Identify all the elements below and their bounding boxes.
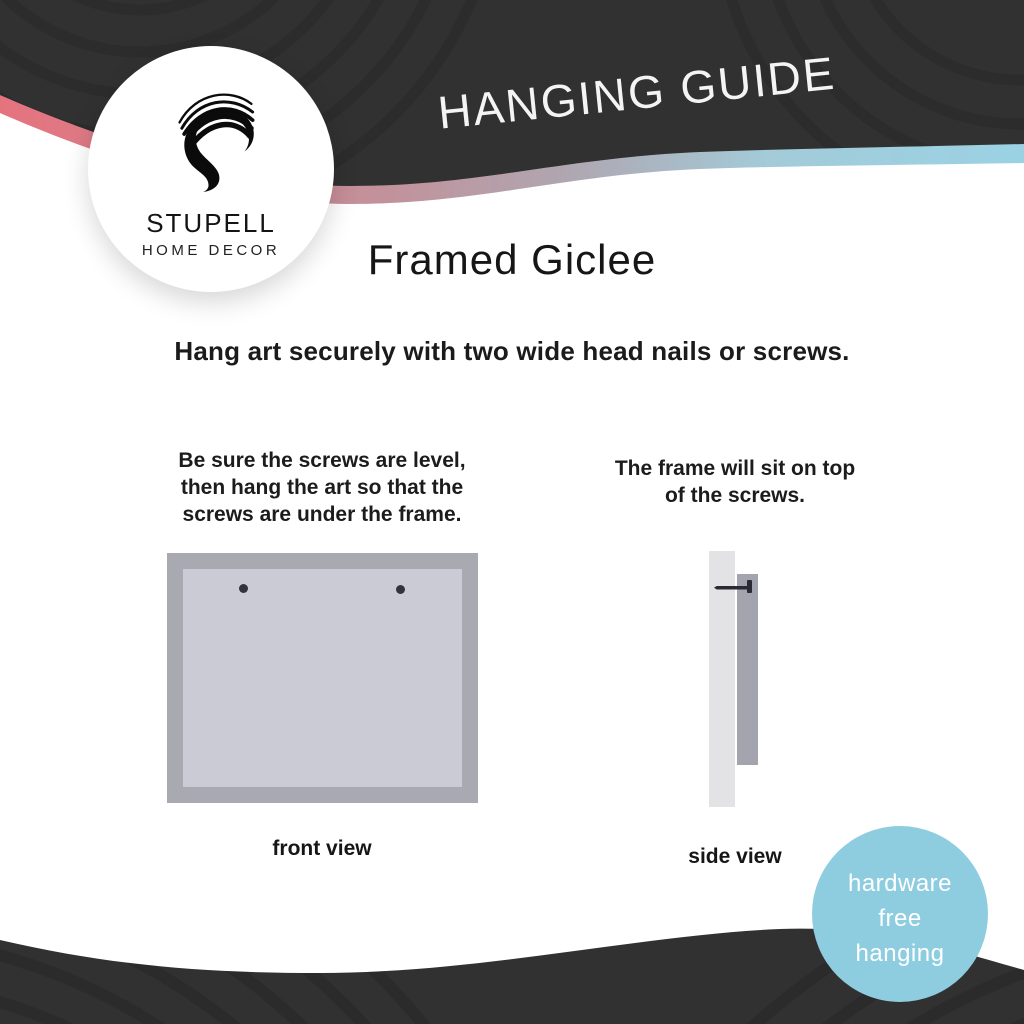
- nail-head: [747, 580, 752, 593]
- screw-dot: [396, 585, 405, 594]
- front-note-line: then hang the art so that the: [180, 476, 464, 499]
- brand-tagline: HOME DECOR: [141, 242, 281, 259]
- stupell-s-swoosh-icon: [154, 72, 270, 210]
- side-view-note: [592, 455, 878, 509]
- front-note-line: Be sure the screws are level,: [178, 449, 466, 472]
- nail-shaft: [714, 586, 748, 590]
- front-view-frame-diagram: [167, 553, 478, 803]
- nail-icon: [714, 580, 752, 595]
- badge-text: [812, 866, 988, 971]
- side-view-frame-bar: [737, 574, 758, 765]
- side-note-line: The frame will sit on top: [614, 457, 856, 480]
- brand-logo-badge: [88, 46, 334, 292]
- instruction-headline: Hang art securely with two wide head nails or screws.: [174, 336, 850, 366]
- screw-dot: [239, 584, 248, 593]
- product-type-title: Framed Giclee: [367, 236, 657, 283]
- front-view-note: [150, 447, 494, 528]
- page-title: HANGING GUIDE: [435, 46, 838, 139]
- brand-name: STUPELL: [146, 208, 276, 238]
- front-view-caption: front view: [272, 837, 372, 860]
- front-note-line: screws are under the frame.: [182, 503, 462, 526]
- front-view-art-area: [183, 569, 462, 787]
- side-view-caption: side view: [688, 845, 782, 868]
- badge-line: hanging: [855, 940, 945, 967]
- hardware-free-badge: [812, 826, 988, 1002]
- badge-line: hardware: [847, 870, 953, 897]
- side-note-line: of the screws.: [664, 484, 806, 507]
- badge-line: free: [878, 905, 922, 932]
